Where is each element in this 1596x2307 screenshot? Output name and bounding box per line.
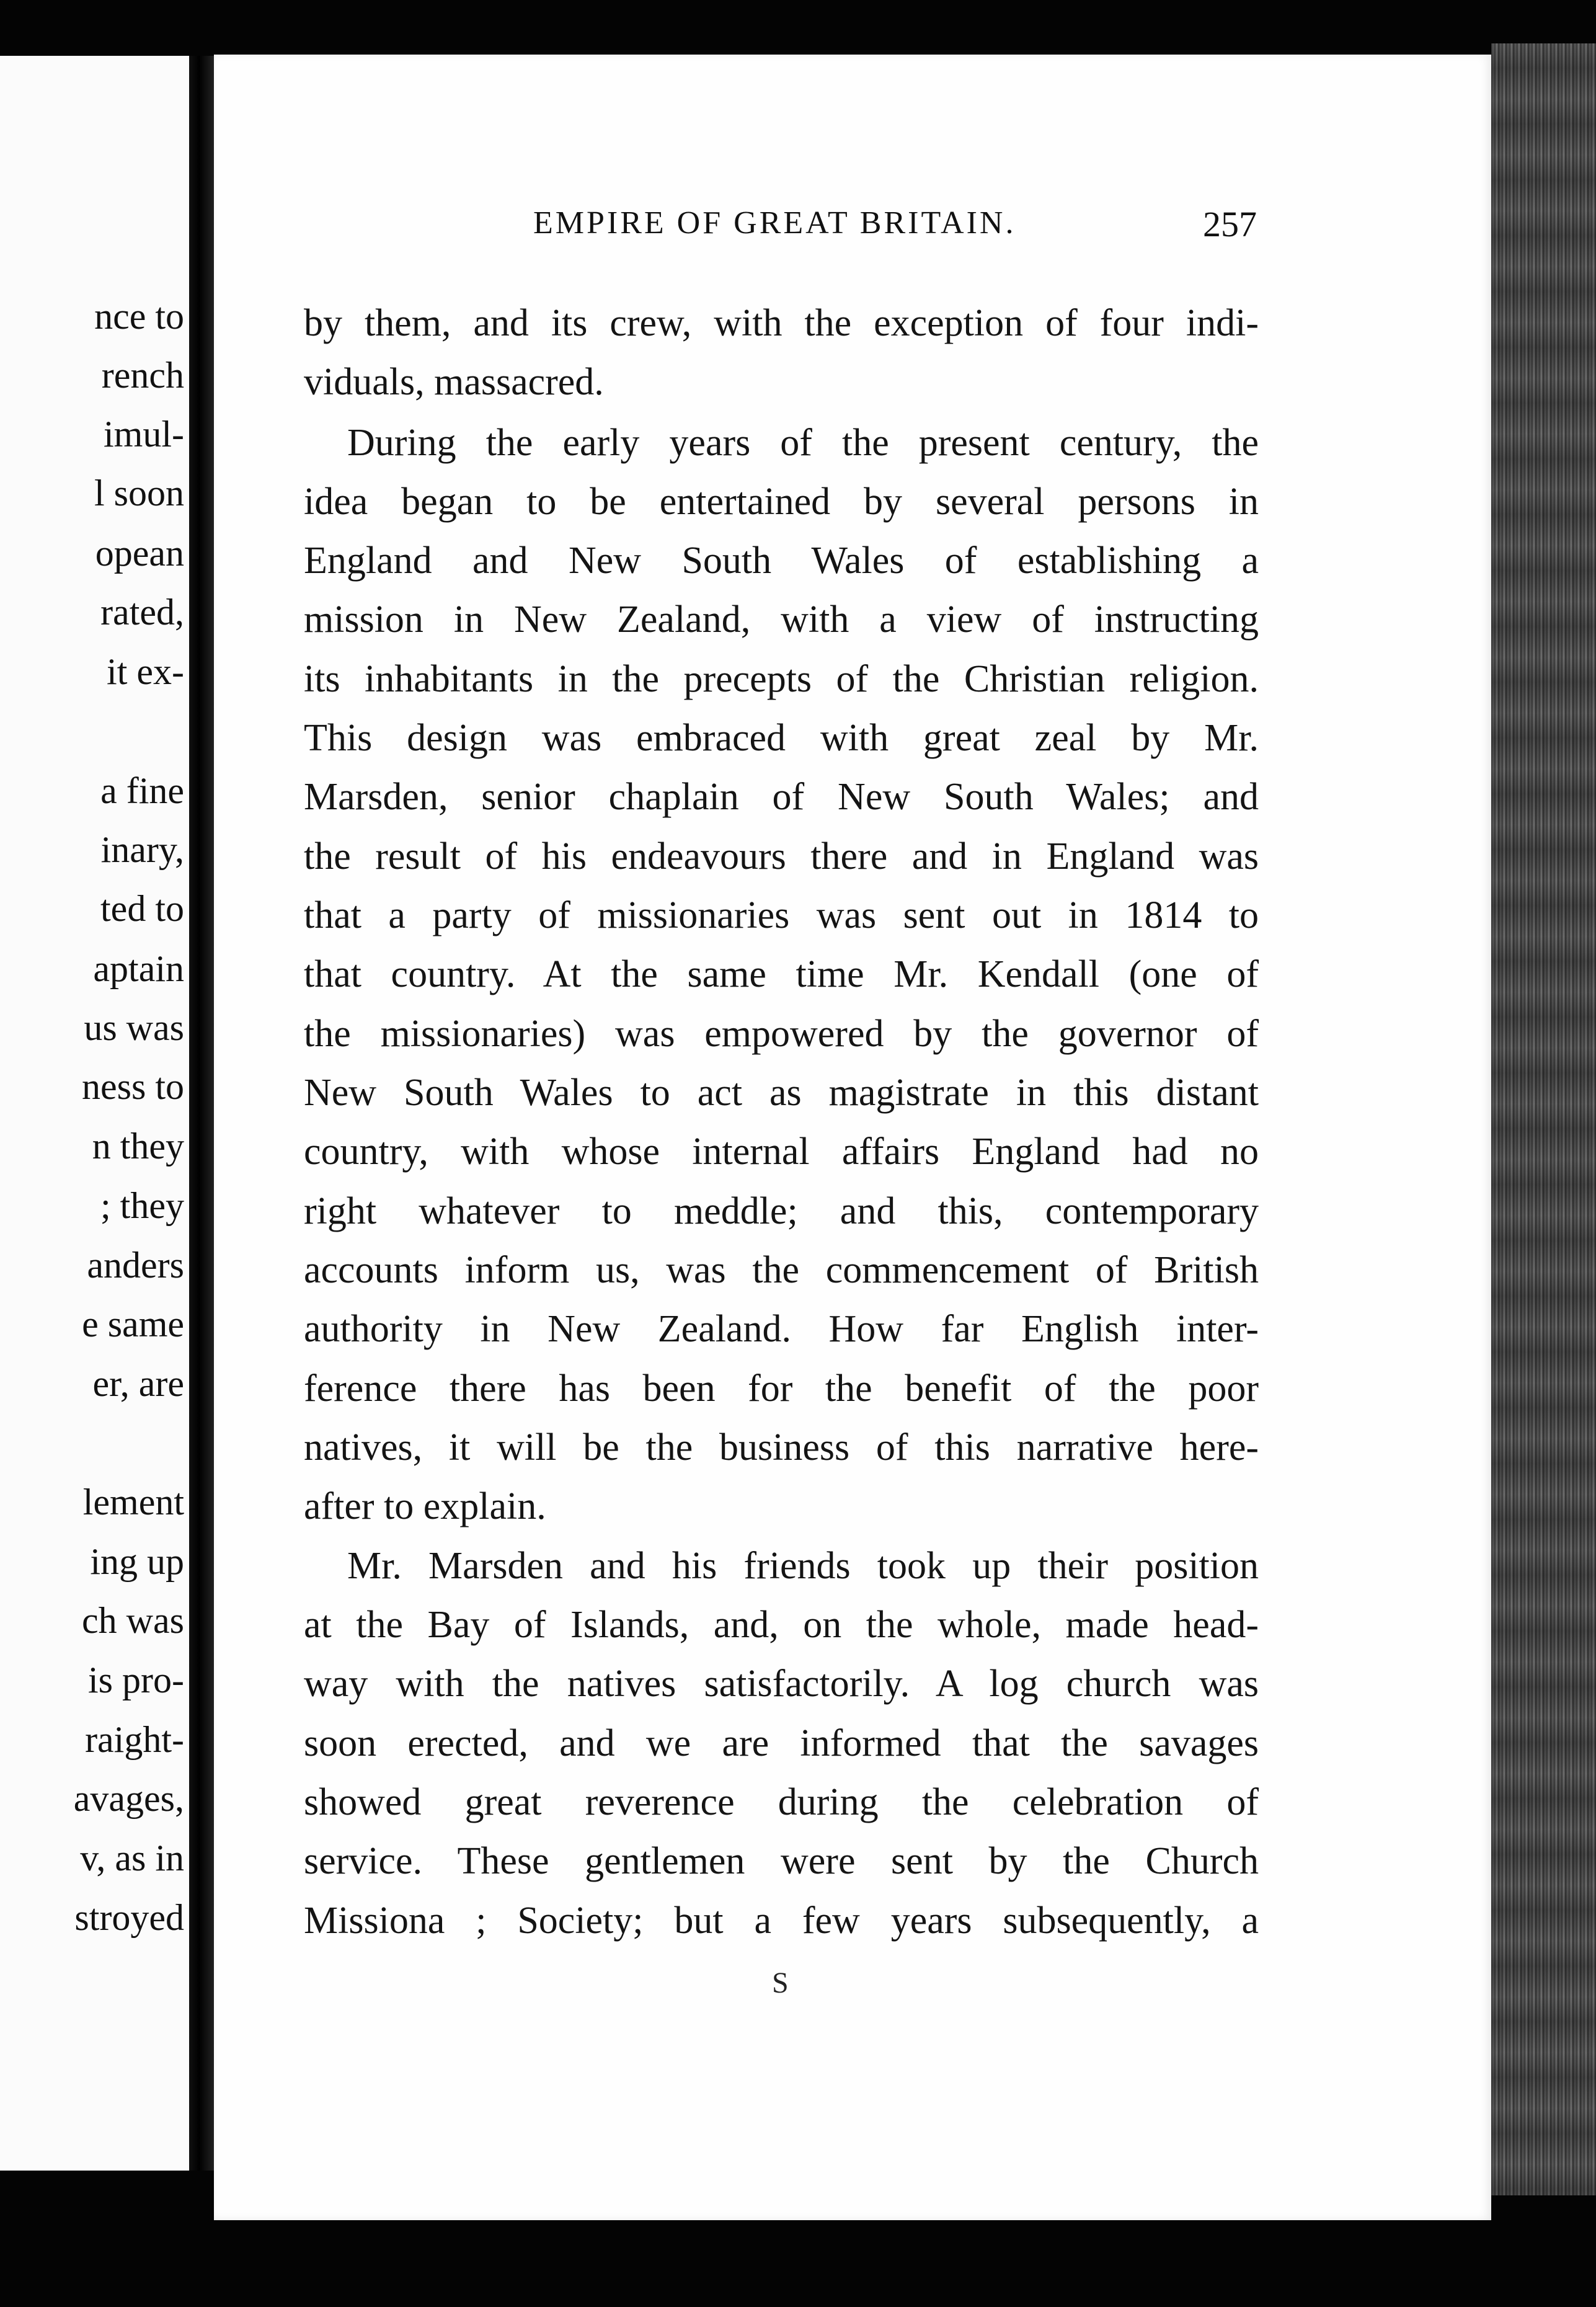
left-page-line: aptain [93, 948, 184, 989]
text-line: England and New South Wales of establishing a [304, 540, 1259, 582]
left-page-line: imul- [104, 414, 184, 455]
left-page-line: e same [82, 1304, 184, 1345]
text-line: after to explain. [304, 1485, 546, 1527]
left-page-line: ing up [90, 1541, 184, 1582]
text-line: idea began to be entertained by several persons in [304, 481, 1259, 523]
text-line: that a party of missionaries was sent out in 1814 to [304, 894, 1259, 936]
left-page-line: stroyed [74, 1897, 184, 1938]
left-page-line: opean [95, 533, 184, 574]
text-line: mission in New Zealand, with a view of instructing [304, 598, 1259, 641]
text-line: Missiona ; Society; but a few years subsequently, a [304, 1900, 1259, 1942]
left-page-line: v, as in [80, 1838, 184, 1878]
left-facing-page [0, 56, 198, 2171]
text-line: authority in New Zealand. How far English inter- [304, 1308, 1259, 1350]
left-page-line: l soon [94, 473, 184, 513]
text-line: natives, it will be the business of this narrative here- [304, 1426, 1259, 1469]
text-line: accounts inform us, was the commencement of British [304, 1249, 1259, 1291]
text-line: This design was embraced with great zeal by Mr. [304, 717, 1259, 759]
text-line: viduals, massacred. [304, 361, 604, 403]
left-page-line: n they [92, 1126, 184, 1167]
book-gutter [189, 56, 214, 2171]
left-page-line: it ex- [107, 651, 184, 692]
left-page-line: lement [82, 1482, 184, 1522]
left-page-line: rench [101, 355, 184, 396]
text-line: Mr. Marsden and his friends took up their position [347, 1545, 1259, 1587]
text-line: New South Wales to act as magistrate in this distant [304, 1072, 1259, 1114]
text-line: service. These gentlemen were sent by the Church [304, 1840, 1259, 1882]
text-line: that country. At the same time Mr. Kendall (one of [304, 953, 1259, 995]
left-page-line: anders [87, 1245, 184, 1286]
page-number: 257 [1203, 204, 1257, 244]
left-page-line: ted to [100, 888, 184, 929]
left-page-line: ch was [82, 1600, 184, 1641]
left-page-line: ness to [82, 1066, 184, 1107]
text-line: showed great reverence during the celebration of [304, 1781, 1259, 1823]
left-page-line: a fine [100, 770, 184, 811]
signature-mark: S [772, 1967, 789, 1999]
text-line: its inhabitants in the precepts of the Christian religion. [304, 658, 1259, 700]
text-line: by them, and its crew, with the exception of four indi- [304, 302, 1259, 344]
text-line: soon erected, and we are informed that the savages [304, 1722, 1259, 1764]
left-page-line: er, are [92, 1363, 184, 1404]
page-edge-strip [1491, 43, 1596, 2195]
left-page-line: is pro- [88, 1660, 184, 1700]
left-page-line: rated, [100, 592, 184, 633]
left-page-line: raight- [85, 1719, 184, 1760]
left-page-line: inary, [100, 829, 184, 870]
text-line: Marsden, senior chaplain of New South Wales; and [304, 776, 1259, 818]
text-line: the result of his endeavours there and in England was [304, 835, 1259, 878]
text-line: at the Bay of Islands, and, on the whole, made head- [304, 1604, 1259, 1646]
text-line: During the early years of the present century, the [347, 422, 1259, 464]
left-page-line: nce to [94, 296, 184, 337]
text-line: way with the natives satisfactorily. A log church was [304, 1663, 1259, 1705]
left-page-line: us was [84, 1007, 184, 1048]
running-head: EMPIRE OF GREAT BRITAIN. [533, 205, 1016, 241]
text-line: country, with whose internal affairs England had no [304, 1131, 1259, 1173]
text-line: right whatever to meddle; and this, contemporary [304, 1190, 1259, 1232]
left-page-line: ; they [100, 1185, 184, 1226]
text-line: the missionaries) was empowered by the governor of [304, 1013, 1259, 1055]
left-page-line: avages, [73, 1778, 184, 1819]
text-line: ference there has been for the benefit of the poor [304, 1367, 1259, 1410]
